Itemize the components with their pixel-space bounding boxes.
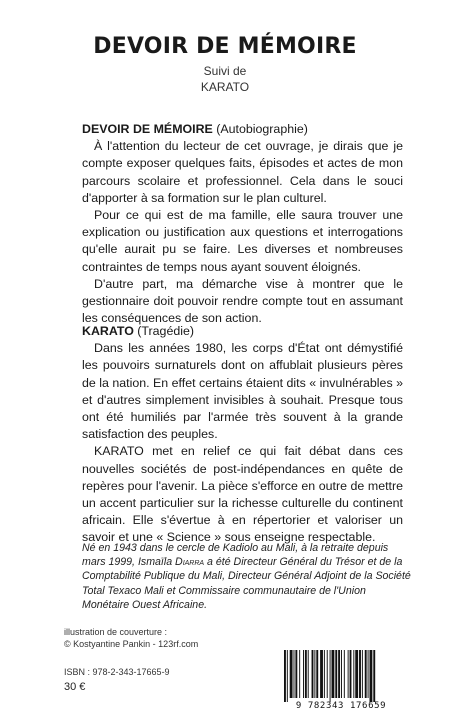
- paragraph: D'autre part, ma démarche vise à montrer que le gestionnaire doit pouvoir rendre compte tout en assumant les conséquences de son action.: [82, 276, 403, 326]
- illustration-label: illustration de couverture :: [64, 627, 168, 637]
- bio-intro: Né en 1943 dans le cercle de Kadiolo au Mali, à la retraite depuis mars 1999,: [82, 542, 389, 569]
- paragraph: À l'attention du lecteur de cet ouvrage, je dirais que je compte exposer quelques faits, épisodes et actes de mon parcours scolaire et professionnel. Cela dans le souci d'apporter à sa formation sur le plan culturel.: [82, 139, 403, 205]
- section-heading: [82, 121, 403, 138]
- bio-career: a été Directeur Général du Trésor et de la Comptabilité Publique du Mali, Directeur Général Adjoint de la Société Total Texaco Mali et Commissaire communautaire de l'Union Monétaire Ouest Africaine.: [82, 556, 411, 611]
- subtitle-suivi-de: Suivi de: [203, 64, 247, 78]
- paragraph: Pour ce qui est de ma famille, elle saura trouver une explication ou justification aux questions et interrogations qu'elle aurait pu se faire. Les diverses et nombreuses contraintes de temps nous ayant souvent éloignés.: [82, 208, 403, 274]
- paragraph: Dans les années 1980, les corps d'État ont démystifié les pouvoirs surnaturels dont on affublait plusieurs pères de la nation. En effet certains étaient dits « invulnérables » et d'autres simplement invisibles à souhait. Presque tous ont été humiliés par l'armée très souvent à la grande satisfaction des peuples.: [82, 341, 403, 442]
- barcode-digits: 9 782343 176659: [295, 701, 387, 711]
- section-devoir-de-memoire: [82, 121, 403, 327]
- author-last-name: Diarra: [175, 556, 205, 569]
- section-heading-bold: KARATO: [82, 324, 134, 338]
- barcode-icon: [282, 650, 400, 702]
- paragraph: KARATO met en relief ce qui fait débat dans ces nouvelles sociétés de post-indépendances en quête de repères pour l'avenir. La pièce s'efforce en outre de mettre un accent particulier sur la richesse culturelle du continent africain. Elle s'évertue à en répertorier et valoriser un savoir et une « Science » sous enseigne respectable.: [82, 444, 403, 545]
- section-heading: [82, 323, 403, 340]
- author-first-name: Ismaïla: [137, 556, 176, 569]
- subtitle-karato: KARATO: [200, 80, 250, 94]
- book-title: DEVOIR DE MÉMOIRE: [93, 34, 357, 59]
- price: 30 €: [64, 681, 86, 693]
- illustration-credit: © Kostyantine Pankin - 123rf.com: [64, 639, 199, 649]
- section-heading-genre: (Autobiographie): [212, 122, 308, 136]
- section-karato: [82, 323, 403, 547]
- author-bio: [82, 541, 414, 612]
- isbn: ISBN : 978-2-343-17665-9: [64, 667, 170, 677]
- section-heading-genre: (Tragédie): [133, 324, 194, 338]
- section-heading-bold: DEVOIR DE MÉMOIRE: [82, 122, 213, 136]
